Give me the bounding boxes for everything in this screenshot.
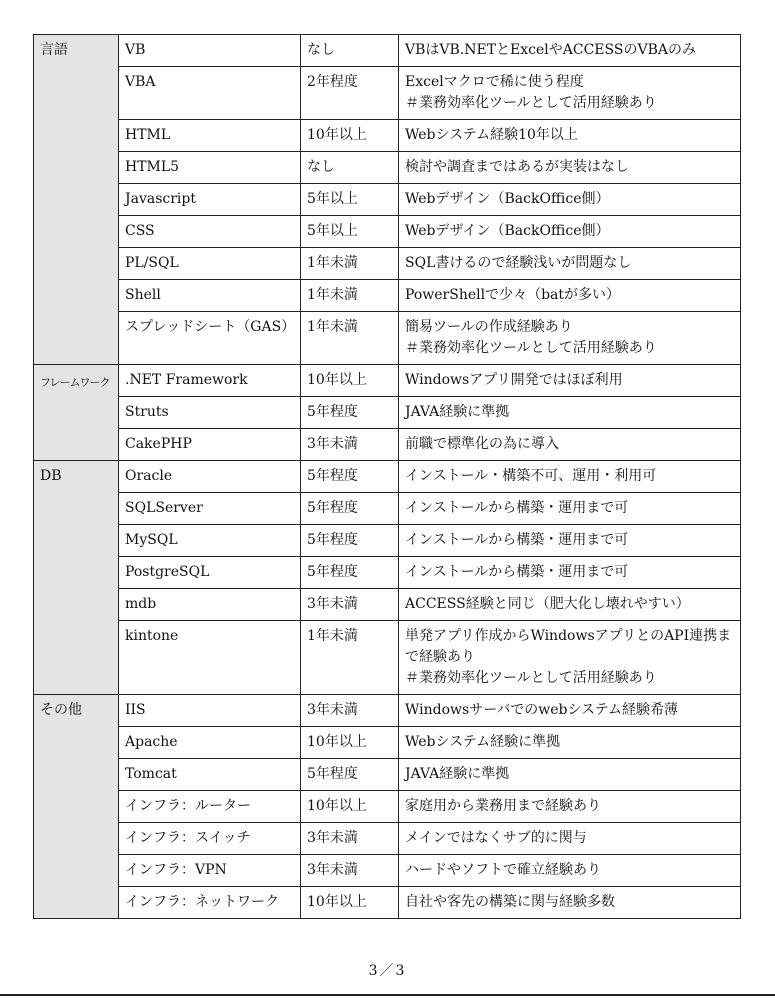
skill-name-cell: kintone (119, 621, 301, 695)
skill-name-cell: .NET Framework (119, 365, 301, 397)
description-line: PowerShellで少々（batが多い） (405, 287, 621, 303)
description-cell (399, 67, 741, 120)
experience-period-cell: なし (301, 152, 399, 184)
skill-row (34, 429, 741, 461)
category-cell: フレームワーク (34, 365, 119, 461)
description-line: ACCESS経験と同じ（肥大化し壊れやすい） (405, 596, 690, 612)
description-cell (399, 397, 741, 429)
description-line: インストールから構築・運用まで可 (405, 500, 629, 516)
skill-name-cell: VBA (119, 67, 301, 120)
description-line: 検討や調査まではあるが実装はなし (405, 159, 629, 175)
experience-period-cell: 10年以上 (301, 727, 399, 759)
experience-period-cell: 5年程度 (301, 525, 399, 557)
skill-name-cell: Javascript (119, 184, 301, 216)
experience-period-cell: 3年未満 (301, 429, 399, 461)
description-cell (399, 621, 741, 695)
experience-period-cell: 3年未満 (301, 695, 399, 727)
description-line: 自社や客先の構築に関与経験多数 (405, 894, 615, 910)
skill-name-cell: インフラ：スイッチ (119, 823, 301, 855)
description-cell (399, 365, 741, 397)
skill-row (34, 216, 741, 248)
description-line: Webシステム経験10年以上 (405, 127, 578, 143)
skill-row (34, 791, 741, 823)
experience-period-cell: 5年程度 (301, 397, 399, 429)
experience-period-cell: 10年以上 (301, 365, 399, 397)
description-line: ＃業務効率化ツールとして活用経験あり (405, 670, 657, 686)
skill-row (34, 184, 741, 216)
skill-row (34, 493, 741, 525)
skill-row (34, 152, 741, 184)
experience-period-cell: 5年程度 (301, 493, 399, 525)
skill-name-cell: Struts (119, 397, 301, 429)
skill-name-cell: Apache (119, 727, 301, 759)
description-line: Windowsアプリ開発ではほぼ利用 (405, 372, 623, 388)
description-cell (399, 855, 741, 887)
experience-period-cell: 10年以上 (301, 120, 399, 152)
description-cell (399, 216, 741, 248)
experience-period-cell: 2年程度 (301, 67, 399, 120)
skill-name-cell: IIS (119, 695, 301, 727)
description-cell (399, 727, 741, 759)
description-line: 単発アプリ作成からWindowsアプリとのAPI連携ま (405, 628, 732, 644)
description-cell (399, 759, 741, 791)
description-line: インストール・構築不可、運用・利用可 (405, 468, 657, 484)
description-line: メインではなくサブ的に関与 (405, 830, 587, 846)
description-line: ハードやソフトで確立経験あり (405, 862, 601, 878)
skill-row (34, 365, 741, 397)
description-cell (399, 280, 741, 312)
skill-name-cell: SQLServer (119, 493, 301, 525)
skill-name-cell: CakePHP (119, 429, 301, 461)
description-cell (399, 525, 741, 557)
description-cell (399, 120, 741, 152)
skill-name-cell: PL/SQL (119, 248, 301, 280)
skill-row (34, 589, 741, 621)
description-line: JAVA経験に準拠 (405, 404, 510, 420)
category-cell: その他 (34, 695, 119, 919)
description-cell (399, 791, 741, 823)
experience-period-cell: 1年未満 (301, 621, 399, 695)
description-line: Webデザイン（BackOffice側） (405, 223, 610, 239)
experience-period-cell: 5年以上 (301, 184, 399, 216)
description-line: で経験あり (405, 649, 475, 665)
experience-period-cell: 3年未満 (301, 823, 399, 855)
experience-period-cell: 10年以上 (301, 791, 399, 823)
skill-name-cell: MySQL (119, 525, 301, 557)
skill-name-cell: CSS (119, 216, 301, 248)
skills-table (33, 34, 741, 919)
skill-name-cell: PostgreSQL (119, 557, 301, 589)
experience-period-cell: 3年未満 (301, 589, 399, 621)
description-line: SQL書けるので経験浅いが問題なし (405, 255, 632, 271)
description-cell (399, 152, 741, 184)
skill-name-cell: Oracle (119, 461, 301, 493)
skill-name-cell: インフラ：ルーター (119, 791, 301, 823)
description-line: 簡易ツールの作成経験あり (405, 319, 573, 335)
description-cell (399, 184, 741, 216)
skill-row (34, 312, 741, 365)
experience-period-cell: 5年程度 (301, 557, 399, 589)
description-cell (399, 493, 741, 525)
experience-period-cell: 5年程度 (301, 759, 399, 791)
skill-name-cell: HTML5 (119, 152, 301, 184)
skill-row (34, 120, 741, 152)
experience-period-cell: 10年以上 (301, 887, 399, 919)
skill-row (34, 525, 741, 557)
description-line: JAVA経験に準拠 (405, 766, 510, 782)
skill-name-cell: Shell (119, 280, 301, 312)
experience-period-cell: 1年未満 (301, 248, 399, 280)
skill-row (34, 461, 741, 493)
skill-row (34, 67, 741, 120)
skill-row (34, 823, 741, 855)
skill-row (34, 557, 741, 589)
skill-row (34, 35, 741, 67)
description-line: ＃業務効率化ツールとして活用経験あり (405, 340, 657, 356)
skill-row (34, 280, 741, 312)
experience-period-cell: 5年以上 (301, 216, 399, 248)
skill-row (34, 855, 741, 887)
skills-table-body (34, 35, 741, 919)
description-cell (399, 823, 741, 855)
skill-row (34, 727, 741, 759)
category-cell: DB (34, 461, 119, 695)
description-line: ＃業務効率化ツールとして活用経験あり (405, 95, 657, 111)
description-line: インストールから構築・運用まで可 (405, 532, 629, 548)
experience-period-cell: 1年未満 (301, 312, 399, 365)
experience-period-cell: 1年未満 (301, 280, 399, 312)
skill-name-cell: スプレッドシート（GAS） (119, 312, 301, 365)
skill-name-cell: Tomcat (119, 759, 301, 791)
category-cell: 言語 (34, 35, 119, 365)
skill-row (34, 397, 741, 429)
description-line: 家庭用から業務用まで経験あり (405, 798, 601, 814)
description-cell (399, 557, 741, 589)
skill-name-cell: VB (119, 35, 301, 67)
description-cell (399, 312, 741, 365)
description-line: インストールから構築・運用まで可 (405, 564, 629, 580)
experience-period-cell: 5年程度 (301, 461, 399, 493)
description-cell (399, 429, 741, 461)
description-line: 前職で標準化の為に導入 (405, 436, 559, 452)
description-cell (399, 695, 741, 727)
skill-row (34, 695, 741, 727)
description-line: Windowsサーバでのwebシステム経験希薄 (405, 702, 679, 718)
skill-row (34, 887, 741, 919)
description-line: Webシステム経験に準拠 (405, 734, 561, 750)
description-line: VBはVB.NETとExcelやACCESSのVBAのみ (405, 42, 696, 58)
description-cell (399, 461, 741, 493)
skill-name-cell: インフラ：VPN (119, 855, 301, 887)
experience-period-cell: 3年未満 (301, 855, 399, 887)
skill-name-cell: インフラ：ネットワーク (119, 887, 301, 919)
skill-row (34, 621, 741, 695)
skill-name-cell: mdb (119, 589, 301, 621)
description-cell (399, 887, 741, 919)
description-cell (399, 589, 741, 621)
description-line: Excelマクロで稀に使う程度 (405, 74, 584, 90)
skill-row (34, 248, 741, 280)
skill-name-cell: HTML (119, 120, 301, 152)
experience-period-cell: なし (301, 35, 399, 67)
skill-row (34, 759, 741, 791)
description-line: Webデザイン（BackOffice側） (405, 191, 610, 207)
page-number: 3／3 (368, 963, 407, 979)
description-cell (399, 35, 741, 67)
description-cell (399, 248, 741, 280)
page-bottom-divider (0, 994, 775, 996)
